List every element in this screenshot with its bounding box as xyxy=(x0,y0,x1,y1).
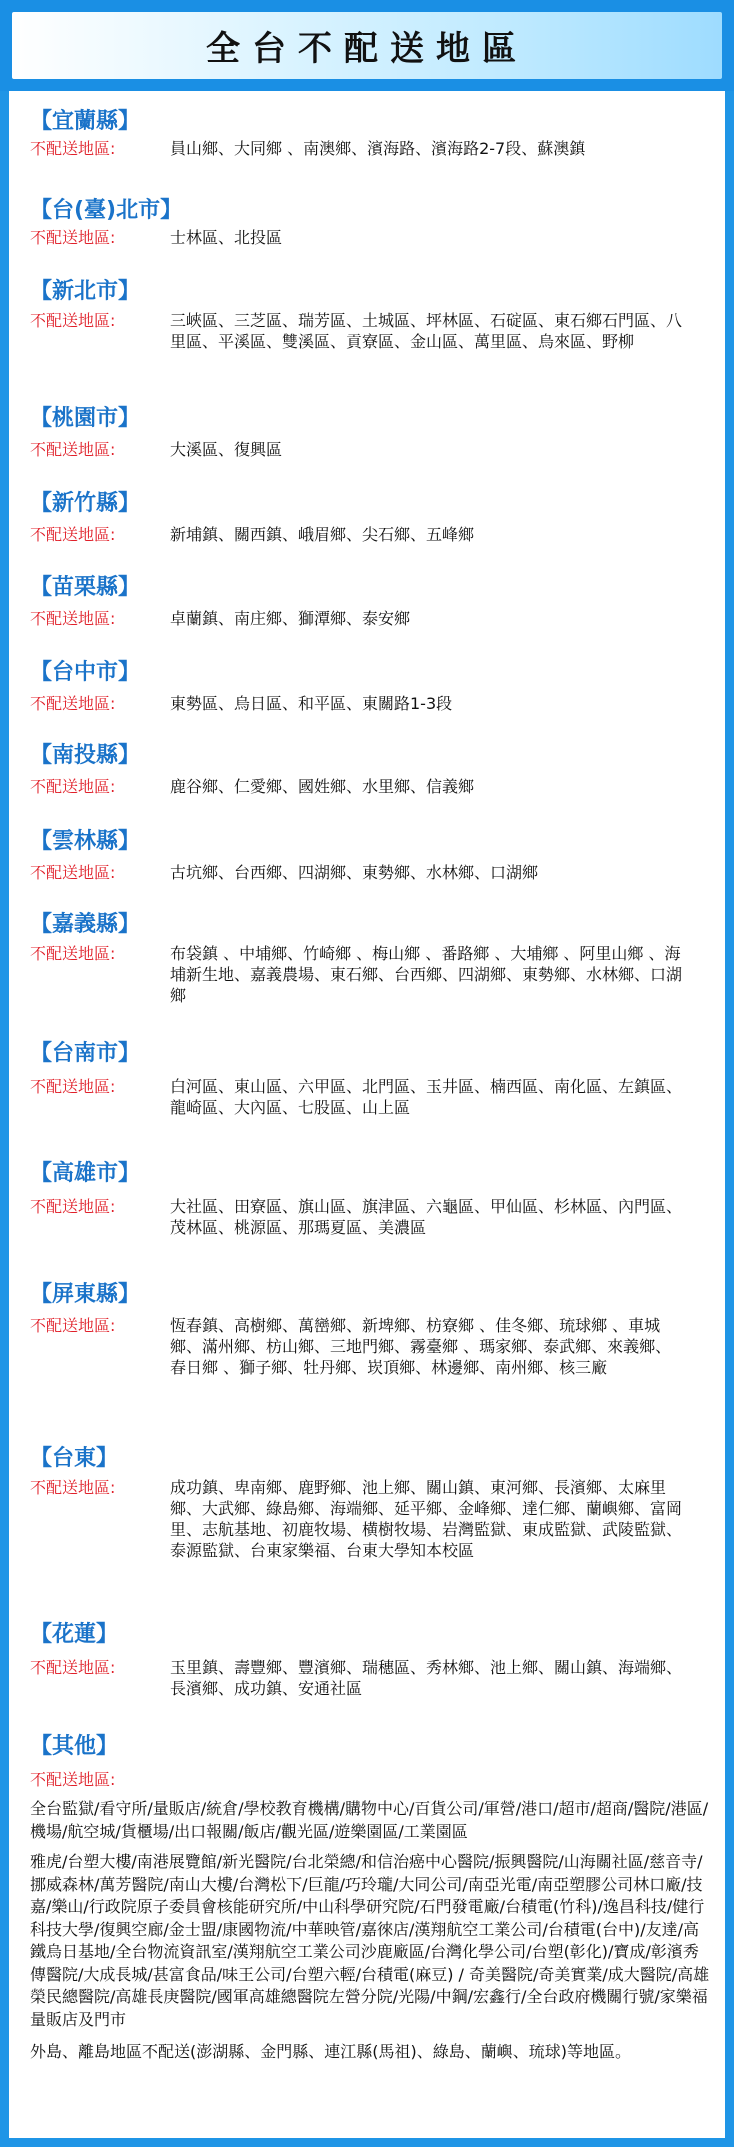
no-delivery-label: 不配送地區: xyxy=(30,1197,116,1216)
region-miaoli xyxy=(30,572,685,629)
no-delivery-label: 不配送地區: xyxy=(30,694,116,713)
no-delivery-areas: 新埔鎮、關西鎮、峨眉鄉、尖石鄉、五峰鄉 xyxy=(170,525,475,544)
region-kaohsiung xyxy=(30,1158,685,1238)
region-name: 【屏東縣】 xyxy=(30,1282,141,1307)
region-name: 【台東】 xyxy=(30,1446,119,1471)
no-delivery-label: 不配送地區: xyxy=(30,1077,116,1096)
region-taipei xyxy=(30,195,685,248)
no-delivery-label: 不配送地區: xyxy=(30,863,116,882)
region-name: 【新北市】 xyxy=(30,279,141,304)
region-taitung xyxy=(30,1443,685,1561)
region-name: 【台南市】 xyxy=(30,1041,141,1066)
region-other xyxy=(30,1731,710,2064)
no-delivery-areas: 鹿谷鄉、仁愛鄉、國姓鄉、水里鄉、信義鄉 xyxy=(170,777,475,796)
no-delivery-label: 不配送地區: xyxy=(30,777,116,796)
region-name: 【雲林縣】 xyxy=(30,829,141,854)
title-banner xyxy=(0,0,734,91)
title-banner-inner xyxy=(12,12,722,79)
region-chiayi xyxy=(30,909,685,1006)
other-paragraph-facilities: 全台監獄/看守所/量販店/統倉/學校教育機構/購物中心/百貨公司/軍營/港口/超市/超商/醫院/港區/機場/航空城/貨櫃場/出口報關/飯店/觀光區/遊樂園區/工業園區 xyxy=(30,1799,709,1841)
region-name: 【苗栗縣】 xyxy=(30,575,141,600)
no-delivery-label: 不配送地區: xyxy=(30,1770,116,1789)
no-delivery-label: 不配送地區: xyxy=(30,609,116,628)
no-delivery-label: 不配送地區: xyxy=(30,525,116,544)
region-yilan xyxy=(30,106,685,159)
region-hsinchu xyxy=(30,488,685,545)
region-new-taipei xyxy=(30,276,685,352)
region-tainan xyxy=(30,1038,685,1118)
region-name: 【台中市】 xyxy=(30,660,141,685)
no-delivery-label: 不配送地區: xyxy=(30,440,116,459)
no-delivery-label: 不配送地區: xyxy=(30,228,116,247)
region-taoyuan xyxy=(30,403,685,460)
region-name: 【台(臺)北市】 xyxy=(30,198,183,223)
page-title: 全台不配送地區 xyxy=(206,29,528,69)
region-name: 【花蓮】 xyxy=(30,1622,119,1647)
region-hualien xyxy=(30,1619,685,1699)
region-pingtung xyxy=(30,1279,685,1378)
no-delivery-areas: 卓蘭鎮、南庄鄉、獅潭鄉、泰安鄉 xyxy=(170,609,411,628)
no-delivery-areas: 三峽區、三芝區、瑞芳區、土城區、坪林區、石碇區、東石鄉石門區、八里區、平溪區、雙溪區、貢寮區、金山區、萬里區、烏來區、野柳 xyxy=(170,311,683,351)
no-delivery-areas: 大溪區、復興區 xyxy=(170,440,283,459)
region-name: 【桃園市】 xyxy=(30,406,141,431)
region-name: 【新竹縣】 xyxy=(30,491,141,516)
no-delivery-areas: 成功鎮、卑南鄉、鹿野鄉、池上鄉、關山鎮、東河鄉、長濱鄉、太麻里鄉、大武鄉、綠島鄉、海端鄉、延平鄉、金峰鄉、達仁鄉、蘭嶼鄉、富岡里、志航基地、初鹿牧場、横樹牧場、岩灣監獄、東成監獄、武陵監獄、泰源監獄、台東家樂福、台東大學知本校區 xyxy=(170,1478,683,1560)
no-delivery-label: 不配送地區: xyxy=(30,944,116,963)
other-paragraph-islands: 外島、離島地區不配送(澎湖縣、金門縣、連江縣(馬祖)、綠島、蘭嶼、琉球)等地區。 xyxy=(30,2042,631,2061)
no-delivery-areas: 士林區、北投區 xyxy=(170,228,283,247)
no-delivery-label: 不配送地區: xyxy=(30,1478,116,1497)
region-yunlin xyxy=(30,826,685,883)
no-delivery-areas: 東勢區、烏日區、和平區、東關路1-3段 xyxy=(170,694,453,713)
no-delivery-areas: 玉里鎮、壽豐鄉、豐濱鄉、瑞穗區、秀林鄉、池上鄉、關山鎮、海端鄉、長濱鄉、成功鎮、安通社區 xyxy=(170,1658,683,1698)
other-paragraph-companies: 雅虎/台塑大樓/南港展覽館/新光醫院/台北榮總/和信治癌中心醫院/振興醫院/山海關社區/慈音寺/挪威森林/萬芳醫院/南山大樓/台灣松下/巨龍/巧玲瓏/大同公司/南亞光電/南亞塑膠公司林口廠/技嘉/樂山/行政院原子委員會核能研究所/中山科學研究院/石門發電廠/台積電(竹科)/逸昌科技/健行科技大學/復興空廊/金士盟/康國物流/中華映管/嘉徠店/漢翔航空工業公司/台積電(台中)/友達/高鐵烏日基地/全台物流資訊室/漢翔航空工業公司沙鹿廠區/台灣化學公司/台塑(彰化)/寶成/彰濱秀傳醫院/大成長城/甚富食品/味王公司/台塑六輕/台積電(麻豆) / 奇美醫院/奇美實業/成大醫院/高雄榮民總醫院/高雄長庚醫院/國軍高雄總醫院左營分院/光陽/中鋼/宏鑫行/全台政府機關行號/家樂福量販店及門市 xyxy=(30,1852,710,2029)
region-name: 【嘉義縣】 xyxy=(30,912,141,937)
region-nantou xyxy=(30,740,685,797)
no-delivery-label: 不配送地區: xyxy=(30,311,116,330)
region-name: 【宜蘭縣】 xyxy=(30,109,141,134)
no-delivery-areas: 大社區、田寮區、旗山區、旗津區、六龜區、甲仙區、杉林區、內門區、茂林區、桃源區、那瑪夏區、美濃區 xyxy=(170,1197,683,1237)
region-name: 【高雄市】 xyxy=(30,1161,141,1186)
no-delivery-areas: 白河區、東山區、六甲區、北門區、玉井區、楠西區、南化區、左鎮區、龍崎區、大內區、七股區、山上區 xyxy=(170,1077,683,1117)
no-delivery-label: 不配送地區: xyxy=(30,1316,116,1335)
region-name: 【南投縣】 xyxy=(30,743,141,768)
no-delivery-areas: 恆春鎮、高樹鄉、萬巒鄉、新埤鄉、枋寮鄉 、佳冬鄉、琉球鄉 、車城鄉、滿州鄉、枋山鄉、三地門鄉、霧臺鄉 、瑪家鄉、泰武鄉、來義鄉、春日鄉 、獅子鄉、牡丹鄉、崁頂鄉、林邊鄉、南州鄉、核三廠 xyxy=(170,1316,672,1377)
no-delivery-label: 不配送地區: xyxy=(30,139,116,158)
no-delivery-label: 不配送地區: xyxy=(30,1658,116,1677)
region-taichung xyxy=(30,657,685,714)
region-name: 【其他】 xyxy=(30,1734,119,1759)
no-delivery-areas: 布袋鎮 、中埔鄉、竹崎鄉 、梅山鄉 、番路鄉 、大埔鄉 、阿里山鄉 、海埔新生地、嘉義農場、東石鄉、台西鄉、四湖鄉、東勢鄉、水林鄉、口湖鄉 xyxy=(170,944,683,1005)
no-delivery-areas: 古坑鄉、台西鄉、四湖鄉、東勢鄉、水林鄉、口湖鄉 xyxy=(170,863,539,882)
no-delivery-areas: 員山鄉、大同鄉 、南澳鄉、濱海路、濱海路2-7段、蘇澳鎮 xyxy=(170,139,586,158)
